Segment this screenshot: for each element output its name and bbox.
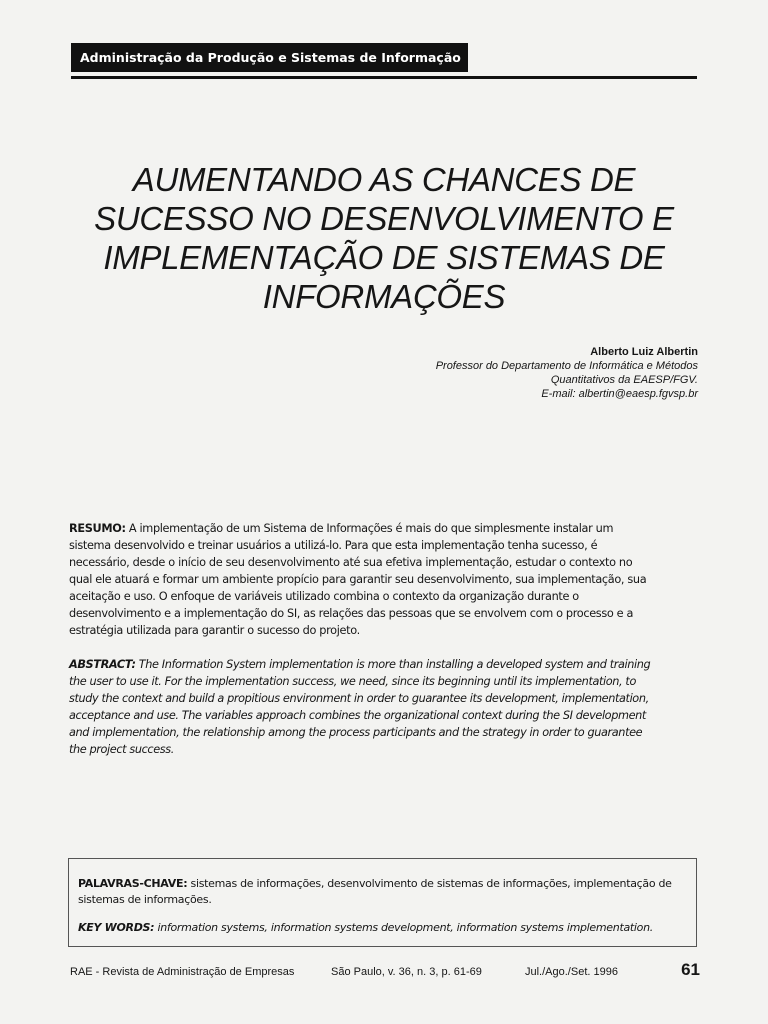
resumo-line: A implementação de um Sistema de Informações é mais do que simplesmente instalar um xyxy=(125,522,614,535)
page-footer xyxy=(70,960,700,984)
author-email: E-mail: albertin@eaesp.fgvsp.br xyxy=(541,388,698,400)
resumo-paragraph xyxy=(69,520,709,639)
author-affiliation-line: Quantitativos da EAESP/FGV. xyxy=(550,374,698,386)
resumo-line: sistema desenvolvido e treinar usuários a utilizá-lo. Para que esta implementação tenha sucesso, é xyxy=(69,539,598,552)
keywords-english xyxy=(78,920,688,936)
article-title xyxy=(60,160,708,316)
title-line: SUCESSO NO DESENVOLVIMENTO E xyxy=(94,200,674,237)
resumo-line: estratégia utilizada para garantir o sucesso do projeto. xyxy=(69,624,360,637)
resumo-line: qual ele atuará e formar um ambiente propício para garantir seu desenvolvimento, sua implementação, sua xyxy=(69,573,647,586)
title-line: AUMENTANDO AS CHANCES DE xyxy=(132,161,636,198)
author-name: Alberto Luiz Albertin xyxy=(590,346,698,358)
title-line: INFORMAÇÕES xyxy=(262,278,506,315)
keywords-pt-label: PALAVRAS-CHAVE: xyxy=(78,877,188,890)
footer-location: São Paulo, v. 36, n. 3, p. 61-69 xyxy=(331,966,482,978)
abstract-line: and implementation, the relationship among the process participants and the strategy in order to guarantee xyxy=(69,726,643,739)
keywords-en-label: KEY WORDS: xyxy=(78,921,155,934)
abstract-label: ABSTRACT: xyxy=(69,658,136,671)
resumo-line: necessário, desde o início de seu desenvolvimento até sua efetiva implementação, estudar o contexto no xyxy=(69,556,633,569)
author-affiliation-line: Professor do Departamento de Informática e Métodos xyxy=(435,360,698,372)
abstract-line: the user to use it. For the implementation success, we need, since its beginning until its implementation, to xyxy=(69,675,636,688)
abstract-line: The Information System implementation is more than installing a developed system and training xyxy=(135,658,651,671)
section-header-bar xyxy=(71,43,468,72)
keywords-portuguese xyxy=(78,876,688,908)
author-block xyxy=(436,345,698,401)
abstract-paragraph xyxy=(69,656,709,758)
footer-date: Jul./Ago./Set. 1996 xyxy=(525,966,618,978)
keywords-pt-text: sistemas de informações. xyxy=(78,893,212,906)
abstract-line: acceptance and use. The variables approach combines the organizational context during the SI development xyxy=(69,709,646,722)
resumo-line: aceitação e uso. O enfoque de variáveis utilizado combina o contexto da organização durante o xyxy=(69,590,579,603)
header-rule xyxy=(71,76,697,79)
resumo-line: desenvolvimento e a implementação do SI, as relações das pessoas que se envolvem com o processo e a xyxy=(69,607,634,620)
keywords-en-text: information systems, information systems development, information systems implementation. xyxy=(154,921,653,934)
section-label: Administração da Produção e Sistemas de Informação xyxy=(80,50,461,65)
abstract-line: study the context and build a propitious environment in order to guarantee its development, implementation, xyxy=(69,692,649,705)
title-line: IMPLEMENTAÇÃO DE SISTEMAS DE xyxy=(103,239,665,276)
keywords-pt-text: sistemas de informações, desenvolvimento de sistemas de informações, implementação de xyxy=(187,877,672,890)
footer-journal: RAE - Revista de Administração de Empresas xyxy=(70,966,295,978)
resumo-label: RESUMO: xyxy=(69,522,126,535)
abstract-line: the project success. xyxy=(69,743,174,756)
footer-page-number: 61 xyxy=(681,960,700,979)
